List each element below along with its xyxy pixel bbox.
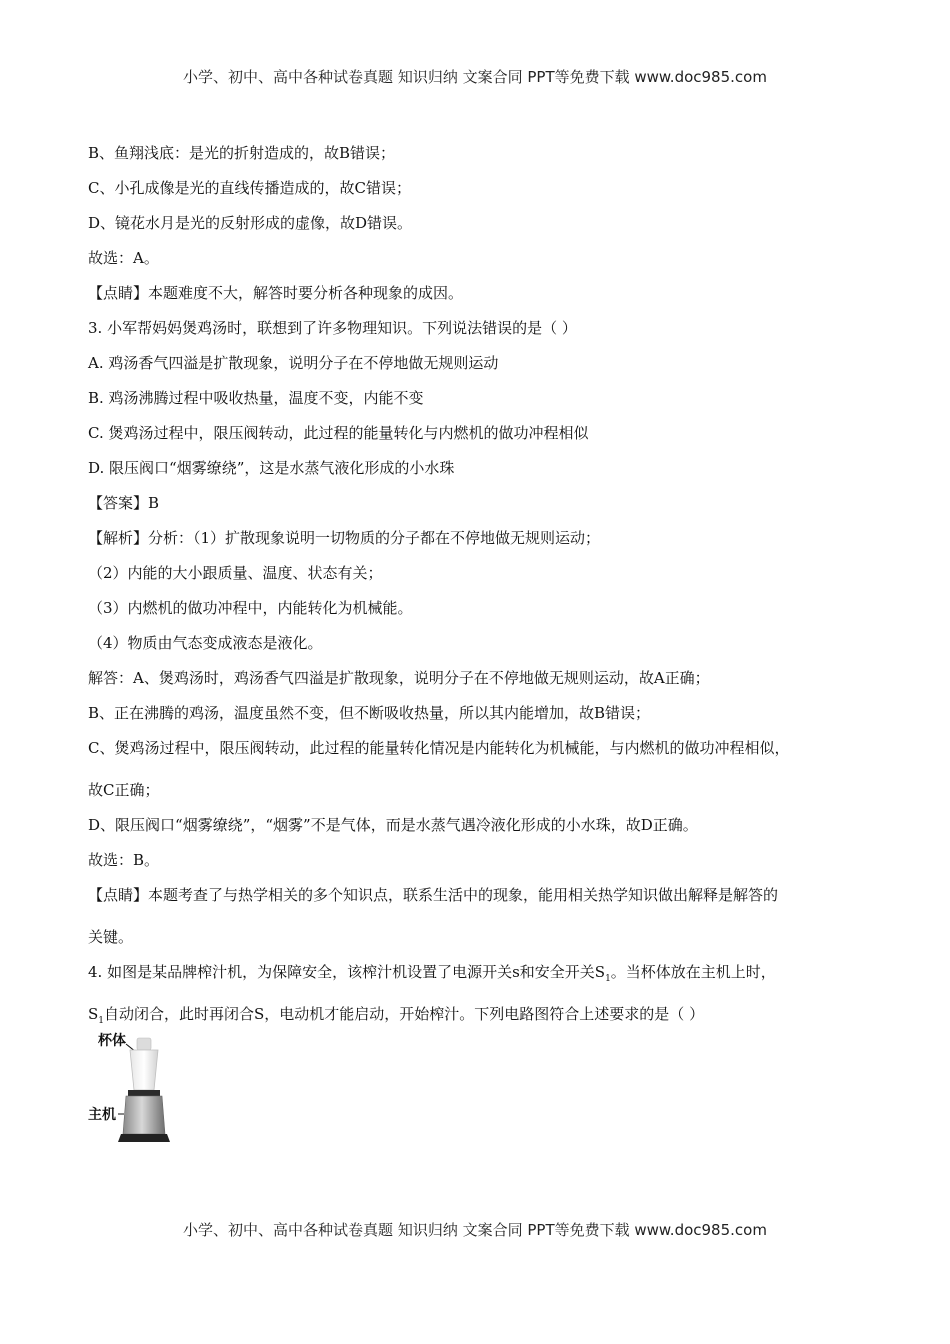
analysis-line: （2）内能的大小跟质量、温度、状态有关； (88, 564, 383, 582)
comment-line: 关键。 (88, 928, 134, 946)
text-line: 故选：B。 (88, 851, 160, 869)
cup-body (130, 1050, 158, 1090)
text-line: 【点睛】本题难度不大，解答时要分析各种现象的成因。 (88, 284, 464, 302)
question-3-stem: 3. 小军帮妈妈煲鸡汤时，联想到了许多物理知识。下列说法错误的是（ ） (88, 319, 577, 337)
main-unit-foot (118, 1134, 170, 1142)
analysis-line: 【解析】分析：（1）扩散现象说明一切物质的分子都在不停地做无规则运动； (88, 529, 601, 547)
solution-line: B、正在沸腾的鸡汤，温度虽然不变，但不断吸收热量，所以其内能增加，故B错误； (88, 704, 651, 722)
document-body (88, 143, 878, 1039)
analysis-line: （3）内燃机的做功冲程中，内能转化为机械能。 (88, 599, 413, 617)
question-4-text-b: 。当杯体放在主机上时， (610, 963, 776, 981)
question-4-text-d: 自动闭合，此时再闭合S，电动机才能启动，开始榨汁。下列电路图符合上述要求的是（ ） (104, 1005, 705, 1023)
question-4-text-a: 4. 如图是某品牌榨汁机，为保障安全，该榨汁机设置了电源开关s和安全开关S (88, 963, 606, 981)
main-unit-body (123, 1096, 165, 1134)
answer-line: 【答案】B (88, 494, 160, 512)
page-footer: 小学、初中、高中各种试卷真题 知识归纳 文案合同 PPT等免费下载 www.doc985.com (183, 1221, 767, 1239)
cup-body-label: 杯体 (98, 1033, 126, 1049)
option-b: B. 鸡汤沸腾过程中吸收热量，温度不变，内能不变 (88, 389, 424, 407)
text-line: 故选：A。 (88, 249, 159, 267)
text-line: B、鱼翔浅底：是光的折射造成的，故B错误； (88, 144, 396, 162)
juicer-figure (88, 1030, 188, 1148)
page-header: 小学、初中、高中各种试卷真题 知识归纳 文案合同 PPT等免费下载 www.doc985.com (183, 68, 767, 86)
comment-line: 【点睛】本题考查了与热学相关的多个知识点，联系生活中的现象，能用相关热学知识做出解释是解答的 (88, 886, 779, 904)
option-d: D. 限压阀口“烟雾缭绕”，这是水蒸气液化形成的小水珠 (88, 459, 455, 477)
solution-line: D、限压阀口“烟雾缭绕”，“烟雾”不是气体，而是水蒸气遇冷液化形成的小水珠，故D正确。 (88, 816, 698, 834)
question-4-stem (88, 962, 878, 982)
main-unit-label: 主机 (88, 1107, 116, 1123)
subscript: 1 (605, 974, 611, 984)
question-4-stem-cont (88, 1004, 878, 1024)
solution-line: 解答：A、煲鸡汤时，鸡汤香气四溢是扩散现象，说明分子在不停地做无规则运动，故A正确； (88, 669, 710, 687)
analysis-line: （4）物质由气态变成液态是液化。 (88, 634, 323, 652)
solution-line: 故C正确； (88, 781, 160, 799)
cup-cap (137, 1038, 151, 1050)
text-line: C、小孔成像是光的直线传播造成的，故C错误； (88, 179, 411, 197)
text-line: D、镜花水月是光的反射形成的虚像，故D错误。 (88, 214, 413, 232)
question-4-text-c: S (88, 1005, 99, 1023)
juicer-illustration (88, 1030, 188, 1148)
option-a: A. 鸡汤香气四溢是扩散现象，说明分子在不停地做无规则运动 (88, 354, 499, 372)
cup-ring (128, 1090, 160, 1096)
subscript: 1 (98, 1016, 105, 1026)
option-c: C. 煲鸡汤过程中，限压阀转动，此过程的能量转化与内燃机的做功冲程相似 (88, 424, 589, 442)
solution-line: C、煲鸡汤过程中，限压阀转动，此过程的能量转化情况是内能转化为机械能，与内燃机的做功冲程相似， (88, 739, 790, 757)
